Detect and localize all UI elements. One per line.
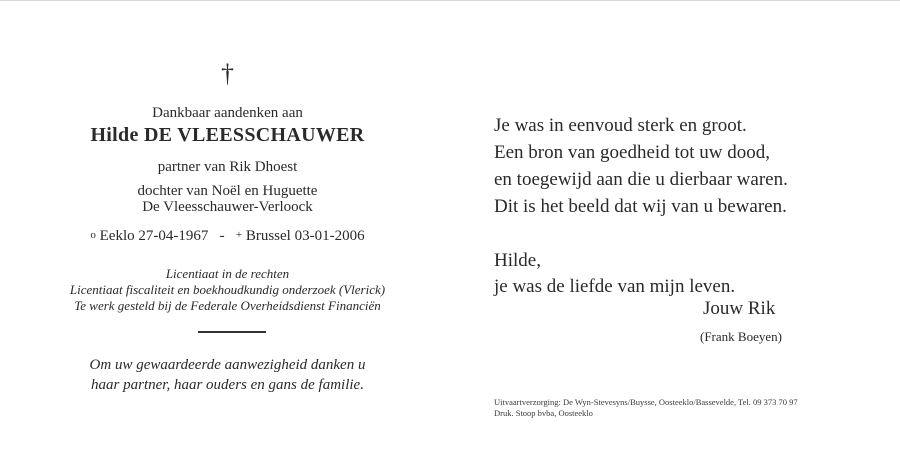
career-line-2: Licentiaat fiscaliteit en boekhoudkundig onderzoek (Vlerick): [69, 282, 386, 297]
career-line-3: Te werk gesteld bij de Federale Overheidsdienst Financiën: [74, 298, 381, 313]
thanks-line-2: haar partner, haar ouders en gans de familie.: [91, 377, 364, 393]
poem-line-4: Dit is het beeld dat wij van u bewaren.: [494, 196, 787, 217]
death-date: Brussel 03-01-2006: [245, 228, 365, 244]
career-line-1: Licentiaat in de rechten: [165, 266, 290, 281]
daughter-line-2: De Vleesschauwer-Verloock: [142, 199, 313, 215]
intro-text: Dankbaar aandenken aan: [152, 105, 303, 121]
daughter-line-1: dochter van Noël en Huguette: [137, 183, 318, 199]
poem-author: (Frank Boeyen): [700, 329, 782, 344]
cross-icon: †: [221, 59, 234, 88]
thanks-line-1: Om uw gewaardeerde aanwezigheid danken u: [89, 357, 366, 373]
dedication-line-2: je was de liefde van mijn leven.: [494, 276, 736, 297]
death-symbol: +: [235, 229, 243, 241]
birth-date: Eeklo 27-04-1967: [99, 228, 209, 244]
poem-line-3: en toegewijd aan die u dierbaar waren.: [494, 169, 788, 190]
date-separator: -: [219, 228, 225, 244]
signature: Jouw Rik: [703, 298, 776, 319]
partner-text: partner van Rik Dhoest: [157, 159, 298, 175]
right-panel: [0, 1, 900, 451]
poem-line-2: Een bron van goedheid tot uw dood,: [494, 142, 770, 163]
footer-line-1: Uitvaartverzorging: De Wyn-Stevesyns/Buysse, Oosteeklo/Bassevelde, Tel. 09 373 70 97: [494, 397, 798, 407]
poem-line-1: Je was in eenvoud sterk en groot.: [494, 115, 747, 136]
surname: DE VLEESSCHAUWER: [143, 124, 365, 146]
dedication-line-1: Hilde,: [494, 250, 541, 271]
first-name: Hilde: [90, 124, 139, 146]
birth-symbol: o: [90, 229, 96, 241]
footer-line-2: Druk. Stoop bvba, Oosteeklo: [494, 408, 593, 418]
